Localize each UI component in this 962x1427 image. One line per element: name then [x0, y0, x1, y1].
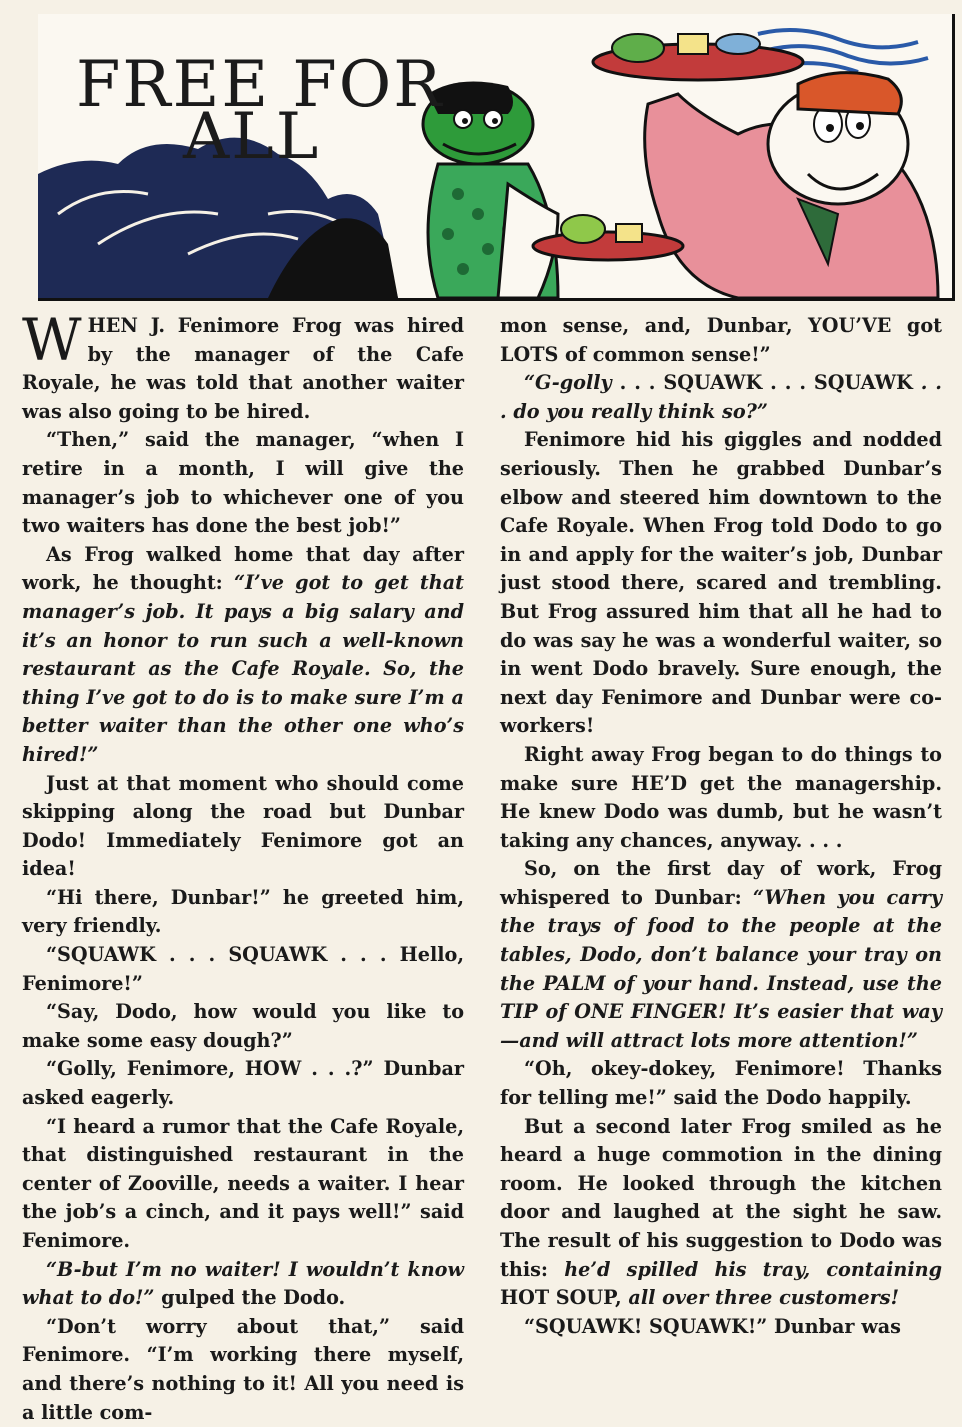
story-text	[22, 306, 946, 1424]
paragraph: “Golly, Fenimore, HOW . . .?” Dunbar asked eagerly.	[22, 1057, 464, 1110]
paragraph	[500, 855, 942, 1055]
text-column-left	[22, 306, 464, 1424]
paragraph-text: As Frog walked home that day after work, he thought:	[22, 542, 464, 595]
paragraph	[500, 369, 942, 426]
paragraph: “Then,” said the manager, “when I retire in a month, I will give the manager’s job to whichever one of you two waiters has done the best job!”	[22, 428, 464, 538]
paragraph: mon sense, and, Dunbar, YOU’VE got LOTS of common sense!”	[500, 314, 942, 366]
drop-cap: W	[22, 306, 82, 374]
text-column-right	[500, 312, 943, 1338]
paragraph: Just at that moment who should come skipping along the road but Dunbar Dodo! Immediately Fenimore got an idea!	[22, 771, 464, 881]
paragraph	[22, 306, 464, 426]
paragraph: “Hi there, Dunbar!” he greeted him, very friendly.	[22, 885, 464, 938]
paragraph-text: But a second later Frog smiled as he heard a huge commotion in the dining room. He looked through the kitchen door and laughed at the sight he saw. The result of his suggestion to Dodo was this:	[500, 1114, 942, 1281]
thought-text: “I’ve got to get that manager’s job. It pays a big salary and it’s an honor to run such a well-known restaurant as the Cafe Royale. So, the thing I’ve got to do is to make sure I’m a better waiter than the other one who’s hired!”	[22, 571, 464, 766]
paragraph: “Don’t worry about that,” said Fenimore. “I’m working there myself, and there’s nothing to it! All you need is a little com-	[22, 1314, 464, 1424]
paragraph-text: gulped the Dodo.	[154, 1286, 346, 1310]
paragraph	[500, 1113, 942, 1313]
dialogue-italic: he’d spilled his tray, containing	[564, 1257, 942, 1281]
title-panel	[38, 14, 955, 301]
paragraph: “SQUAWK! SQUAWK!” Dunbar was	[524, 1314, 901, 1338]
dialogue-italic: “When you carry the trays of food to the people at the tables, Dodo, don’t balance your tray on the PALM of your hand. Instead, use the TIP of ONE FINGER! It’s easier that way—and will attract lots more attention!”	[500, 885, 943, 1052]
paragraph	[22, 1256, 464, 1313]
paragraph: “SQUAWK . . . SQUAWK . . . Hello, Fenimore!”	[22, 943, 464, 995]
paragraph: “Oh, okey-dokey, Fenimore! Thanks for telling me!” said the Dodo happily.	[500, 1057, 942, 1110]
story-title-line-1: FREE FOR	[76, 48, 444, 122]
paragraph: Right away Frog began to do things to make sure HE’D get the managership. He knew Dodo was dumb, but he wasn’t taking any chances, anyway. . . .	[500, 742, 942, 852]
story-title-line-2: ALL	[183, 100, 321, 174]
paragraph: Fenimore hid his giggles and nodded seriously. Then he grabbed Dunbar’s elbow and steered him downtown to the Cafe Royale. When Frog told Dodo to go in and apply for the waiter’s job, Dunbar just stood there, scared and trembling. But Frog assured him that all he had to do was say he was a wonderful waiter, so in went Dodo bravely. Sure enough, the next day Fenimore and Dunbar were co-workers!	[500, 428, 942, 738]
dodo-character	[645, 73, 938, 298]
paragraph-text: HEN J. Fenimore Frog was hired by the manager of the Cafe Royale, he was told that another waiter was also going to be hired.	[22, 314, 464, 423]
paragraph-text: . . . SQUAWK . . . SQUAWK	[611, 371, 913, 395]
dialogue-italic: all over three customers!	[628, 1286, 900, 1310]
dialogue-italic: “B-but I’m no waiter! I wouldn’t know what to do!”	[22, 1257, 464, 1310]
dialogue-italic: . . . do you really think so?”	[500, 371, 942, 423]
paragraph-text: So, on the first day of work, Frog whispered to Dunbar:	[500, 857, 942, 909]
dialogue-italic: “G-golly	[524, 371, 612, 395]
paragraph: “I heard a rumor that the Cafe Royale, that distinguished restaurant in the center of Zooville, needs a waiter. I hear the job’s a cinch, and it pays well!” said Fenimore.	[22, 1114, 464, 1252]
paragraph: “Say, Dodo, how would you like to make some easy dough?”	[22, 1000, 464, 1052]
paragraph-text: HOT SOUP,	[500, 1286, 629, 1310]
serving-tray-top	[593, 34, 803, 80]
paragraph	[22, 541, 464, 770]
